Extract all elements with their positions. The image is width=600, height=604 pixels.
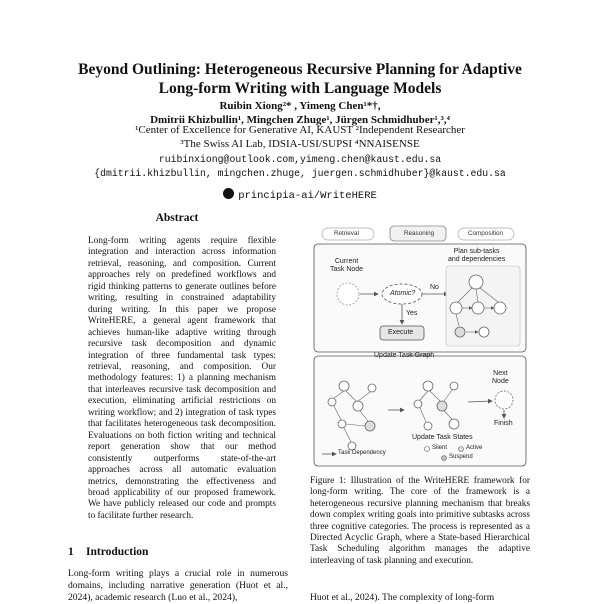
legend-active: Active (466, 445, 483, 451)
abstract-heading: Abstract (155, 212, 199, 224)
authors (60, 99, 540, 127)
current-task-label: Current Task Node (330, 258, 364, 273)
authors-line-2: Dmitrii Khizbullin¹, Mingchen Zhuge¹, Jürgen Schmidhuber¹,³,⁴ (150, 114, 450, 126)
tab-reasoning: Reasoning (404, 230, 435, 237)
section-title: Introduction (86, 546, 149, 558)
no-label: No (430, 284, 439, 291)
next-node-label: Next Node (492, 370, 509, 385)
tab-retrieval: Retrieval (334, 230, 359, 237)
finish-label: Finish (494, 420, 513, 427)
affiliation-line-1: ¹Center of Excellence for Generative AI, KAUST ²Independent Researcher (135, 124, 465, 136)
email-line-2: {dmitrii.khizbullin, mingchen.zhuge, juergen.schmidhuber}@kaust.edu.sa (94, 168, 506, 179)
figure-1 (308, 220, 532, 470)
section-number: 1 (68, 546, 74, 558)
paper-title (60, 60, 540, 98)
right-column-text: Huot et al., 2024). The complexity of long-form (310, 592, 495, 603)
github-icon (223, 188, 234, 199)
email-line-1: ruibinxiong@outlook.com,yimeng.chen@kaust.edu.sa (158, 154, 442, 165)
tab-composition: Composition (468, 230, 503, 237)
figure-caption: Figure 1: Illustration of the WriteHERE framework for long-form writing. The core of the framework is a heterogeneous recursive planning mechanism that breaks down complex writing goals into primitive subtasks across three cognitive categories. The process is represented as a Directed Acyclic Graph, where a State-based Hierarchical Task Scheduling algorithm manages the adaptive interleaving of task planning and execution. (310, 476, 530, 566)
affiliation-line-2: ³The Swiss AI Lab, IDSIA-USI/SUPSI ⁴NNAISENSE (180, 137, 420, 150)
title-line-1: Beyond Outlining: Heterogeneous Recursive Planning for Adaptive (78, 61, 522, 78)
intro-text: Long-form writing plays a crucial role in numerous domains, including narrative generation (Huot et al., 2024), academic research (Luo et al., 2024), (68, 568, 288, 603)
legend-suspend: Suspend (449, 454, 473, 460)
abstract-text: Long-form writing agents require flexible integration and interaction across information retrieval, reasoning, and composition. Current approaches rely on predefined workflows and rigid thinking patterns to generate outlines before writing, resulting in constrained adaptability during writing. In this paper we propose WriteHERE, a general agent framework that achieves human-like adaptive writing through recursive task decomposition and dynamic integration of three fundamental task types: retrieval, reasoning, and composition. Our methodology features: 1) a planning mechanism that interleaves recursive task decomposition and execution, eliminating artificial restrictions on writing workflow; and 2) integration of task types that facilitates heterogeneous task decomposition. Evaluations on both fiction writing and technical report generation show that our method consistently outperforms state-of-the-art approaches across all automatic evaluation metrics, demonstrating the effectiveness and broad applicability of our proposed framework. We have publicly released our code and prompts to facilitate further research. (88, 236, 276, 521)
affiliations (60, 124, 540, 151)
atomic-label: Atomic? (390, 290, 416, 297)
repo-link[interactable] (40, 188, 560, 203)
legend-silent: Silent (432, 445, 448, 451)
section-heading (68, 546, 148, 558)
repo-text[interactable]: principia-ai/WriteHERE (238, 190, 377, 202)
title-line-2: Long-form Writing with Language Models (158, 80, 442, 97)
emails (40, 153, 560, 181)
update-states-label: Update Task States (412, 434, 473, 441)
legend-task-dependency: Task Dependency (338, 450, 386, 456)
update-graph-label: Update Task Graph (374, 352, 435, 359)
authors-line-1: Ruibin Xiong²* , Yimeng Chen¹*†, (219, 100, 381, 112)
plan-subtasks-label: Plan sub-tasks and dependencies (448, 248, 506, 263)
execute-label: Execute (388, 329, 414, 336)
yes-label: Yes (406, 310, 418, 317)
